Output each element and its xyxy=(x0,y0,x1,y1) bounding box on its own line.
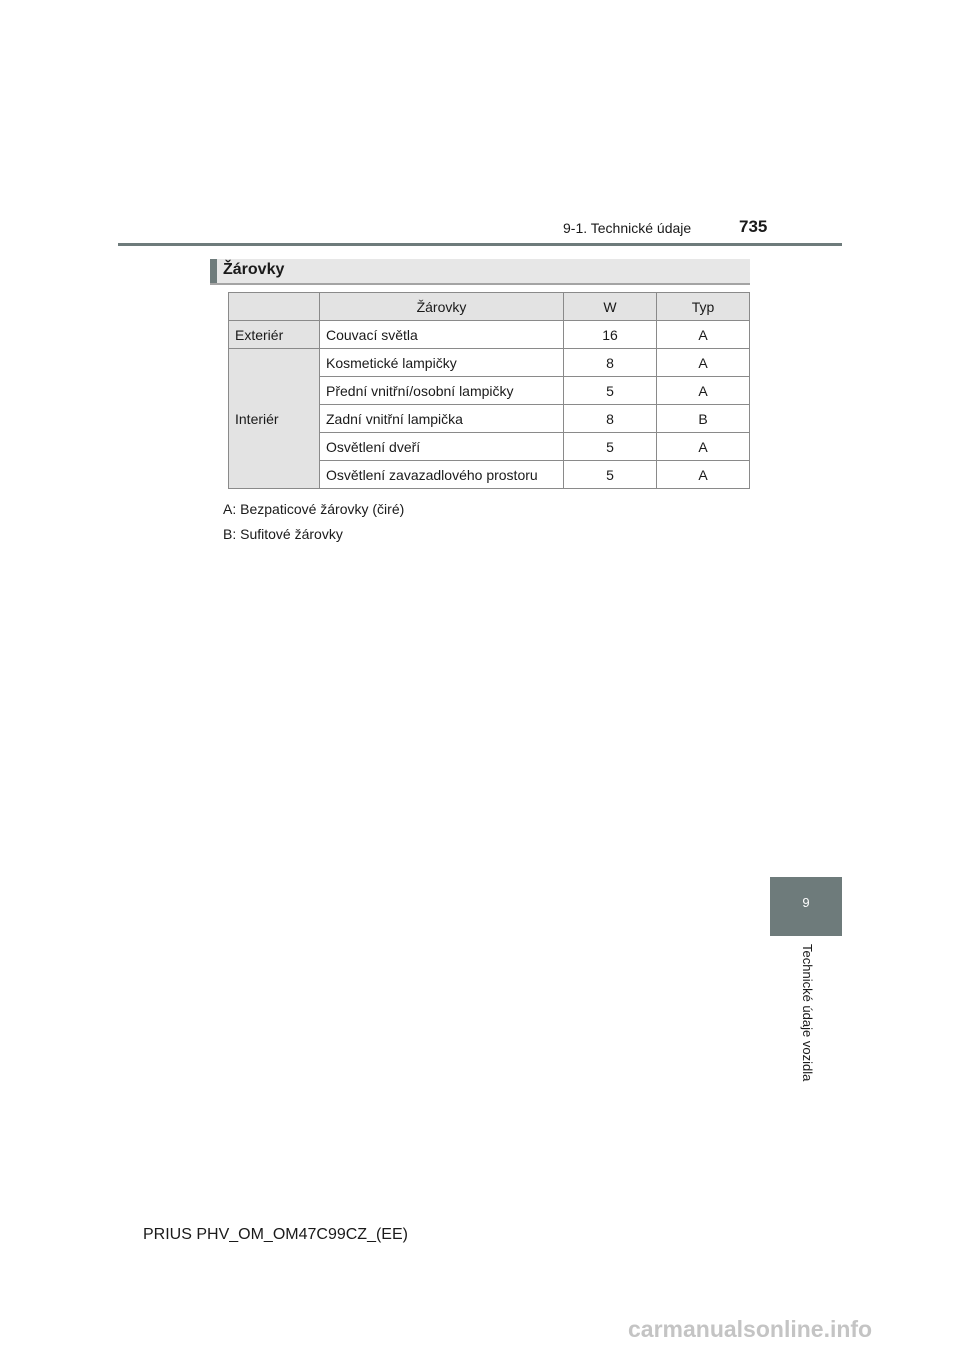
bulb-type: A xyxy=(657,377,750,405)
section-heading xyxy=(210,259,750,285)
section-heading-title: Žárovky xyxy=(223,261,285,278)
table-row xyxy=(229,349,750,377)
category-exterior: Exteriér xyxy=(229,321,320,349)
table-header-type: Typ xyxy=(657,293,750,321)
note-type-b: B: Sufitové žárovky xyxy=(223,526,343,542)
bulb-watts: 16 xyxy=(564,321,657,349)
bulb-name: Zadní vnitřní lampička xyxy=(320,405,564,433)
table-header-watts: W xyxy=(564,293,657,321)
bulb-name: Osvětlení zavazadlového prostoru xyxy=(320,461,564,489)
bulb-watts: 5 xyxy=(564,433,657,461)
chapter-number: 9 xyxy=(802,895,810,910)
bulb-name: Přední vnitřní/osobní lampičky xyxy=(320,377,564,405)
bulb-watts: 5 xyxy=(564,461,657,489)
header-divider xyxy=(118,243,842,246)
bulb-type: A xyxy=(657,349,750,377)
bulb-type: A xyxy=(657,461,750,489)
chapter-tab[interactable] xyxy=(770,877,842,936)
bulb-watts: 8 xyxy=(564,405,657,433)
bulb-name: Couvací světla xyxy=(320,321,564,349)
note-type-a: A: Bezpaticové žárovky (čiré) xyxy=(223,501,405,517)
table-header-category xyxy=(229,293,320,321)
bulb-name: Osvětlení dveří xyxy=(320,433,564,461)
header-section-title: 9-1. Technické údaje xyxy=(563,220,692,236)
table-row xyxy=(229,321,750,349)
bulb-type: A xyxy=(657,321,750,349)
chapter-label: Technické údaje vozidla xyxy=(800,944,815,1082)
bulb-watts: 8 xyxy=(564,349,657,377)
category-interior: Interiér xyxy=(229,349,320,489)
bulb-type: B xyxy=(657,405,750,433)
table-header-row xyxy=(229,293,750,321)
bulb-watts: 5 xyxy=(564,377,657,405)
bulb-type: A xyxy=(657,433,750,461)
watermark: carmanualsonline.info xyxy=(628,1316,873,1342)
section-heading-bar xyxy=(210,259,217,283)
bulb-name: Kosmetické lampičky xyxy=(320,349,564,377)
bulbs-table xyxy=(228,292,750,489)
page-number: 735 xyxy=(739,217,768,236)
table-header-bulbs: Žárovky xyxy=(320,293,564,321)
footer-document-id: PRIUS PHV_OM_OM47C99CZ_(EE) xyxy=(143,1226,408,1243)
